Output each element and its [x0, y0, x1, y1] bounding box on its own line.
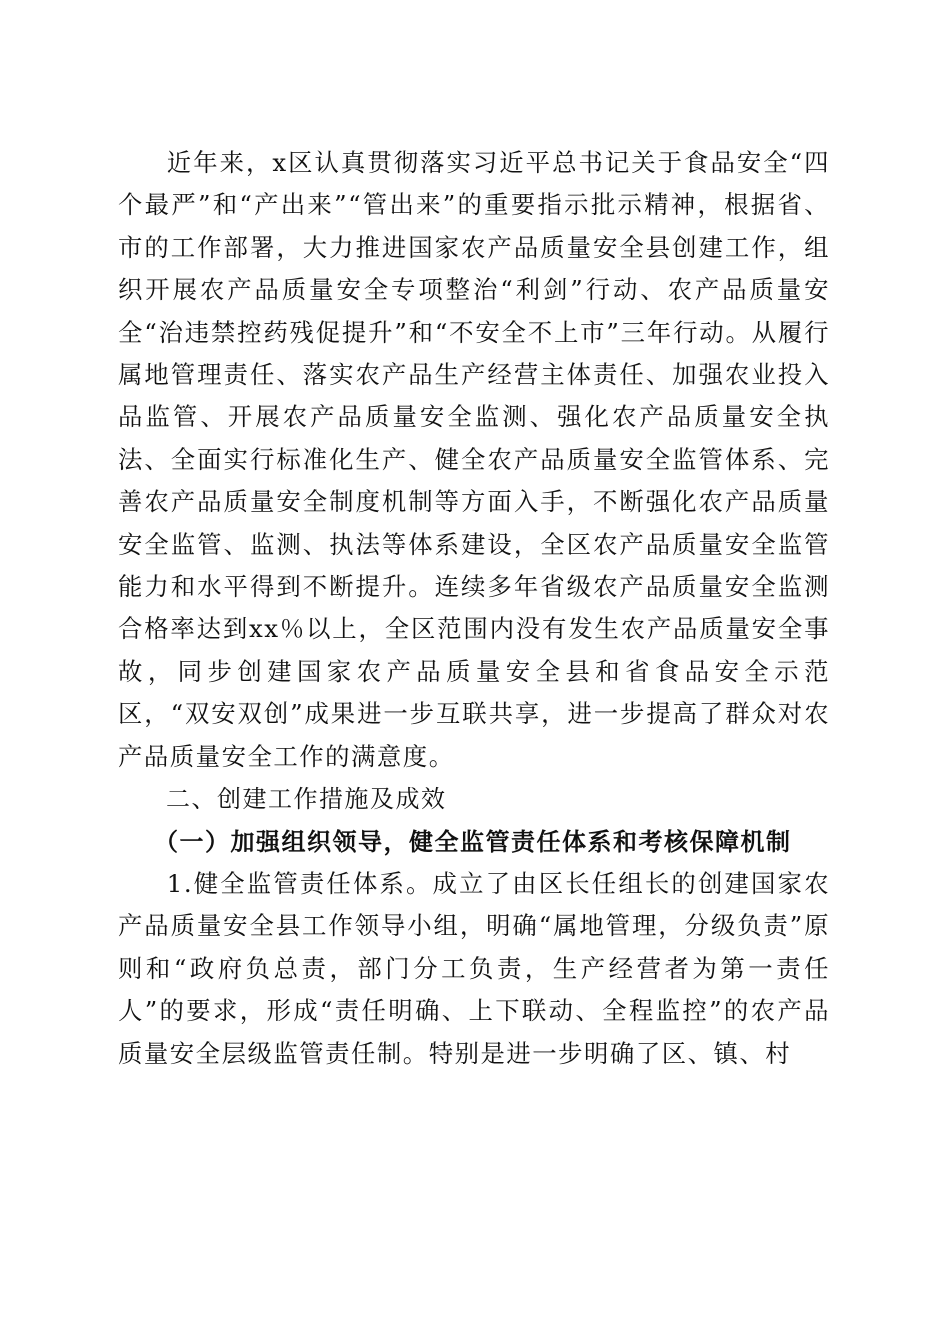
subsection-heading: （一）加强组织领导，健全监管责任体系和考核保障机制 — [154, 826, 792, 856]
intro-paragraph: 近年来，x区认真贯彻落实习近平总书记关于食品安全“四个最严”和“产出来”“管出来”的重要指示批示精神，根据省、市的工作部署，大力推进国家农产品质量安全县创建工作，组织开展农产品质量安全专项整治“利剑”行动、农产品质量安全“治违禁控药残促提升”和“不安全不上市”三年行动。从履行属地管理责任、落实农产品生产经营主体责任、加强农业投入品监管、开展农产品质量安全监测、强化农产品质量安全执法、全面实行标准化生产、健全农产品质量安全监管体系、完善农产品质量安全制度机制等方面入手，不断强化农产品质量安全监管、监测、执法等体系建设，全区农产品质量安全监管能力和水平得到不断提升。连续多年省级农产品质量安全监测合格率达到xx％以上，全区范围内没有发生农产品质量安全事故，同步创建国家农产品质量安全县和省食品安全示范区，“双安双创”成果进一步互联共享，进一步提高了群众对农产品质量安全工作的满意度。 — [118, 148, 830, 771]
body-paragraph: 1.健全监管责任体系。成立了由区长任组长的创建国家农产品质量安全县工作领导小组，明确“属地管理，分级负责”原则和“政府负总责，部门分工负责，生产经营者为第一责任人”的要求，形成“责任明确、上下联动、全程监控”的农产品质量安全层级监管责任制。特别是进一步明确了区、镇、村 — [118, 868, 830, 1068]
section-heading: 二、创建工作措施及成效 — [166, 785, 447, 814]
document-page — [118, 142, 830, 1075]
